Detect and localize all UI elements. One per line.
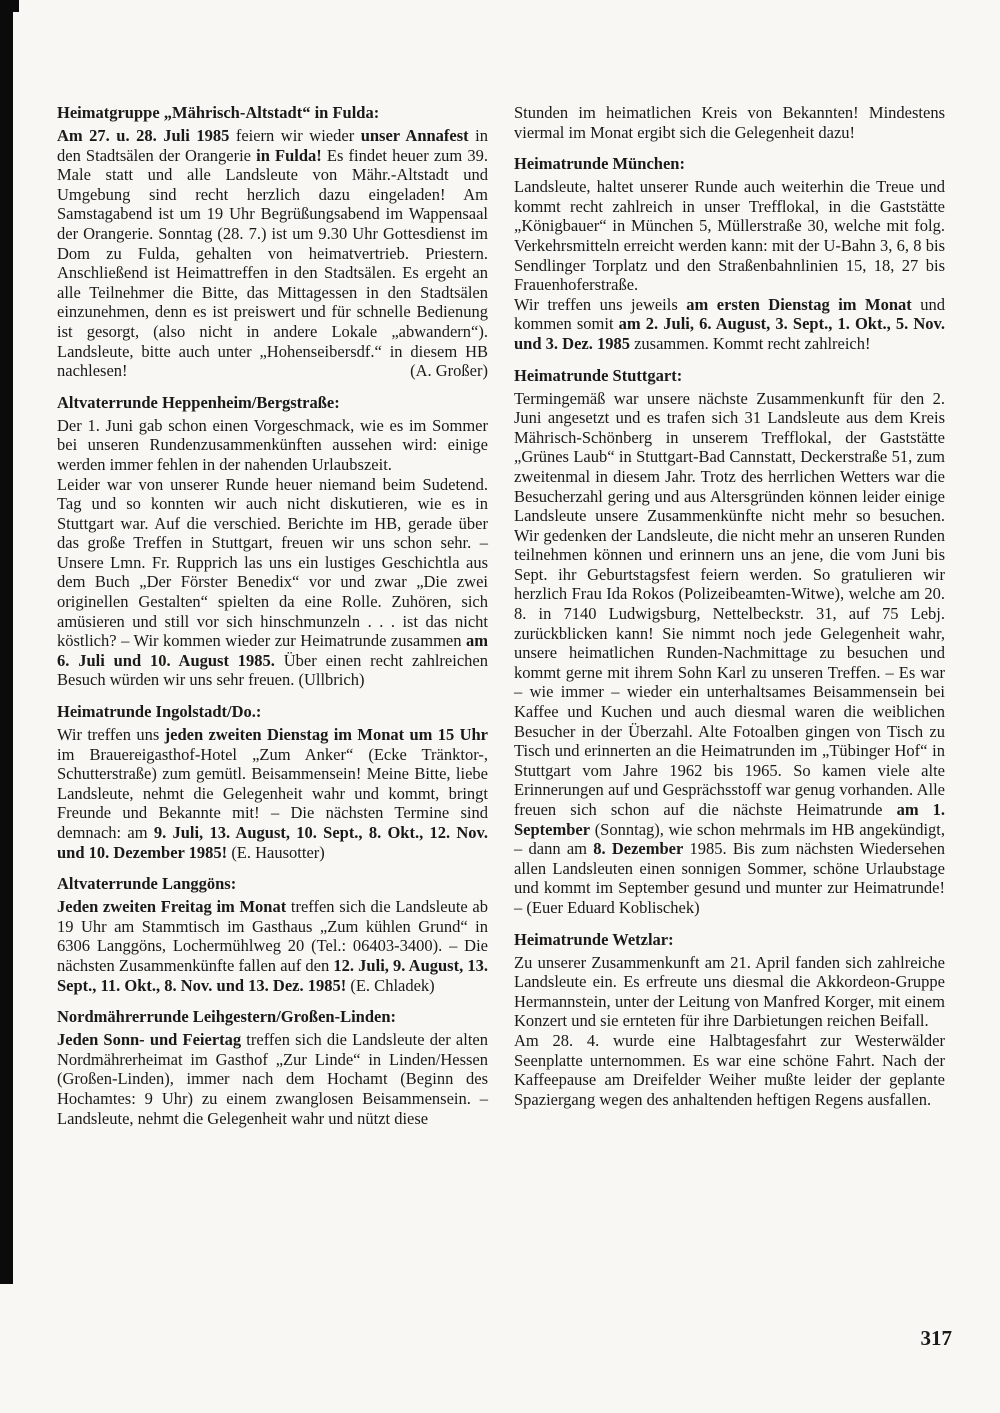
newsletter-section — [57, 393, 488, 690]
text-run: zusammen. Kommt recht zahlreich! — [629, 333, 871, 353]
text-column-left — [57, 103, 488, 1128]
text-run: Stunden im heimatlichen Kreis von Bekannten! Mindestens viermal im Monat ergibt sich die Gelegenheit dazu! — [514, 103, 945, 142]
text-run: und kommen somit — [514, 294, 946, 334]
bold-text-run: am 1. September — [514, 800, 946, 839]
text-run: in den Stadtsälen der Orangerie — [57, 126, 489, 165]
newsletter-section — [57, 702, 488, 862]
paragraph — [57, 126, 488, 381]
text-run: (Sonntag), wie schon mehrmals im HB angekündigt, – dann am — [514, 819, 945, 859]
bold-text-run: am 2. Juli, 6. August, 3. Sept., 1. Okt., 5. Nov. und 3. Dez. 1985 — [514, 314, 945, 353]
bold-text-run: am 6. Juli und 10. August 1985. — [57, 631, 488, 670]
newsletter-section — [57, 1007, 488, 1128]
paragraph — [57, 1030, 488, 1128]
page-content — [57, 103, 945, 1128]
text-column-right — [514, 103, 945, 1128]
bold-text-run: 8. Dezember — [593, 839, 684, 859]
bold-text-run: Am 27. u. 28. Juli 1985 — [57, 126, 230, 145]
paragraph — [57, 416, 488, 475]
section-heading: Nordmährerrunde Leihgestern/Großen-Linden: — [57, 1007, 397, 1027]
section-heading: Heimatrunde München: — [514, 154, 685, 174]
bold-text-run: Jeden zweiten Freitag im Monat — [57, 897, 287, 917]
text-run: Landsleute, haltet unserer Runde auch weiterhin die Treue und kommt recht zahlreich in unser Trefflokal, in die Gaststätte „Königbauer“ in München 5, Müllerstraße 30, welche mit folg. Verkehrsmitteln erreicht werden kann: mit der U-Bahn 3, 6, 8 bis Sendlinger Torplatz und den Straßenbahnlinien 15, 18, 27 bis Frauenhoferstraße. — [514, 177, 945, 295]
section-heading: Altvaterrunde Langgöns: — [57, 874, 237, 894]
text-run: 1985. Bis zum nächsten Wiedersehen allen Landsleuten einen sonnigen Sommer, schöne Urlaubstage und kommt im September gesund und munter zur Heimatrunde! – (Euer Eduard Koblischek) — [514, 839, 945, 917]
paragraph — [514, 389, 945, 918]
text-run: (E. Hausotter) — [227, 842, 325, 862]
section-heading: Heimatrunde Ingolstadt/Do.: — [57, 702, 262, 722]
text-run: Am 28. 4. wurde eine Halbtagesfahrt zur Westerwälder Seenplatte unternommen. Es war eine schöne Fahrt. Nach der Kaffeepause am Dreifelder Weiher mußte leider der geplante Spaziergang wegen des anhaltenden heftigen Regens ausfallen. — [514, 1030, 945, 1109]
section-heading: Heimatgruppe „Mährisch-Altstadt“ in Fulda: — [57, 103, 380, 122]
newsletter-section — [57, 874, 488, 995]
text-run: im Brauereigasthof-Hotel „Zum Anker“ (Ecke Tränktor-, Schutterstraße) zum gemütl. Beisammensein! Meine Bitte, liebe Landsleute, nehmt die Gelegenheit wahr und kommt, bringt Freunde und Bekannte mit! – Die nächsten Termine sind demnach: am — [57, 744, 488, 842]
text-run: Es findet heuer zum 39. Male statt und alle Landsleute von Mähr.-Altstadt und Umgebung sind recht herzlich dazu eingeladen! Am Samstagabend ist um 19 Uhr Begrüßungsabend im Wappensaal der Orangerie. Sonntag (28. 7.) ist um 9.30 Uhr Gottesdienst im Dom zu Fulda, gehalten von heimatvertrieb. Priestern. Anschließend ist Heimattreffen in den Stadtsälen. Es ergeht an alle Teilnehmer die Bitte, das Mittagessen in den Stadtsälen einzunehmen, denn es ist preiswert und für schnelle Bedienung ist gesorgt, (also nicht in andere Lokale „abwandern“). Landsleute, bitte auch unter „Hohenseibersdf.“ in diesem HB nachlesen! — [57, 145, 488, 381]
paragraph — [514, 295, 945, 354]
newsletter-section — [514, 154, 945, 353]
newsletter-section — [514, 103, 945, 142]
text-run: Wir treffen uns — [57, 725, 165, 745]
bold-text-run: Jeden Sonn- und Feiertag — [57, 1030, 242, 1050]
text-run: treffen sich die Landsleute der alten Nordmährerheimat im Gasthof „Zur Linde“ in Linden/Hessen (Großen-Linden), immer nach dem Hochamt (Beginn des Hochamtes: 9 Uhr) zu einem zwanglosen Beisammensein. – Landsleute, nehmt die Gelegenheit wahr und nützt diese — [57, 1030, 488, 1128]
paragraph — [514, 177, 945, 295]
section-heading: Heimatrunde Wetzlar: — [514, 929, 674, 949]
page-number: 317 — [920, 1326, 952, 1350]
text-run: Zu unserer Zusammenkunft am 21. April fanden sich zahlreiche Landsleute ein. Es erfreute uns diesmal die Akkordeon-Gruppe Hermannstein, unter der Leitung von Manfred Korger, mit einem Konzert und sie ernteten für ihre Darbietungen reichen Beifall. — [514, 952, 945, 1031]
bold-text-run: unser Annafest — [360, 126, 469, 145]
bold-text-run: 9. Juli, 13. August, 10. Sept., 8. Okt., 12. Nov. und 10. Dezember 1985! — [57, 823, 488, 862]
bold-text-run: am ersten Dienstag im Monat — [686, 294, 912, 314]
bold-text-run: jeden zweiten Dienstag im Monat um 15 Uhr — [164, 725, 488, 745]
two-column-layout — [57, 103, 945, 1128]
paragraph — [57, 475, 488, 691]
text-run: Wir treffen uns jeweils — [514, 294, 687, 314]
section-heading: Altvaterrunde Heppenheim/Bergstraße: — [57, 392, 340, 412]
scan-edge-artifact — [0, 0, 13, 1284]
author-signature: (A. Großer) — [410, 361, 488, 381]
newsletter-section — [514, 366, 945, 918]
paragraph — [514, 103, 945, 142]
newsletter-section — [57, 103, 488, 381]
newsletter-section — [514, 930, 945, 1110]
paragraph — [57, 897, 488, 995]
paragraph — [514, 953, 945, 1031]
paragraph — [514, 1031, 945, 1109]
bold-text-run: in Fulda! — [256, 145, 322, 165]
text-run: treffen sich die Landsleute ab 19 Uhr am Stammtisch im Gasthaus „Zum kühlen Grund“ in 6306 Langgöns, Lochermühlweg 20 (Tel.: 06403-3400). – Die nächsten Zusammenkünfte fallen auf den — [57, 897, 488, 975]
text-run: Termingemäß war unsere nächste Zusammenkunft für den 2. Juni angesetzt und es trafen sich 31 Landsleute aus dem Kreis Mährisch-Schönberg in unserem Trefflokal, der Gaststätte „Grünes Laub“ in Stuttgart-Bad Cannstatt, Deckerstraße 51, zum zweitenmal in diesem Jahr. Trotz des herrlichen Wetters war die Besucherzahl gering und aus Altersgründen können leider einige Landsleute unsere Zusammenkünfte nicht mehr so besuchen. Wir gedenken der Landsleute, die nicht mehr an unseren Runden teilnehmen können und erinnern uns an jene, die vom Juni bis Sept. ihr Geburtstagsfest feiern werden. So gratulieren wir herzlich Frau Ida Rokos (Polizeibeamten-Witwe), welche am 20. 8. in 7140 Ludwigsburg, Nettelbeckstr. 31, auf 75 Lebj. zurückblicken kann! Sie nimmt noch jede Gelegenheit wahr, unsere heimatlichen Runden-Nachmittage zu besuchen und kommt gerne mit ihrem Sohn Karl zu unseren Treffen. – Es war – wie immer – wieder ein unterhaltsames Beisammensein bei Kaffee und Kuchen und auch diesmal waren die weiblichen Besucher in der Überzahl. Alte Fotoalben gingen von Tisch zu Tisch und erinnerten an die Heimatrunden im „Tübinger Hof“ in Stuttgart vom Jahre 1962 bis 1965. So kamen viele alte Erinnerungen auf und Gesprächsstoff war genug vorhanden. Alle freuen sich schon auf die nächste Heimatrunde — [514, 388, 945, 819]
text-run: Der 1. Juni gab schon einen Vorgeschmack, wie es im Sommer bei unseren Rundenzusammenkünften aussehen wird: einige werden immer fehlen in der nahenden Urlaubszeit. — [57, 415, 488, 474]
text-run: Leider war von unserer Runde heuer niemand beim Sudetend. Tag und so konnten wir auch nicht diskutieren, wie es in Stuttgart war. Auf die verschied. Berichte im HB, gerade über das große Treffen in Stuttgart, freuen wir uns schon sehr. – Unsere Lmn. Fr. Rupprich las uns ein lustiges Geschichtla aus dem Buch „Der Förster Benedix“ vor und zwar „Die zwei originellen Gestalten“ spielten da eine Rolle. Zuhören, sich amüsieren und still vor sich hinschmunzeln . . . ist das nicht köstlich? – Wir kommen wieder zur Heimatrunde zusammen — [57, 474, 488, 651]
bold-text-run: 12. Juli, 9. August, 13. Sept., 11. Okt., 8. Nov. und 13. Dez. 1985! — [57, 955, 488, 995]
paragraph — [57, 725, 488, 862]
section-heading: Heimatrunde Stuttgart: — [514, 365, 683, 385]
text-run: Über einen recht zahlreichen Besuch würden wir uns sehr freuen. (Ullbrich) — [57, 650, 488, 690]
text-run: (E. Chladek) — [346, 975, 435, 995]
text-run: feiern wir wieder — [229, 126, 361, 145]
